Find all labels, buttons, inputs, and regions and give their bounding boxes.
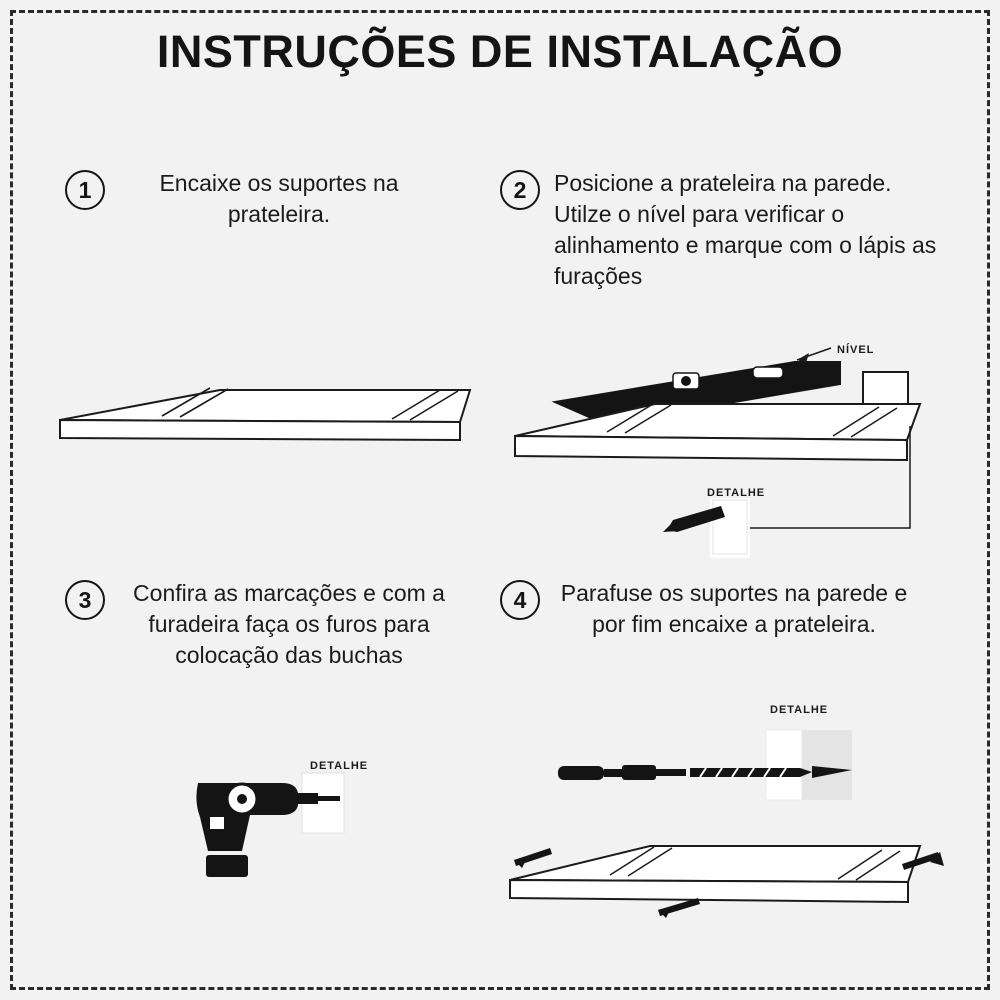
step-2-number: 2 [500,170,540,210]
step-4-number: 4 [500,580,540,620]
step-2-text: Posicione a prateleira na parede. Utilze o nível para verificar o alinhamento e marque com o lápis as furações [554,170,937,289]
step-1-number: 1 [65,170,105,210]
step-3-number: 3 [65,580,105,620]
step-2-label-detalhe: DETALHE [707,487,766,499]
step-3-header [65,578,485,671]
step-2-label-nivel: NÍVEL [837,344,875,356]
step-2 [500,168,970,292]
page-title: INSTRUÇÕES DE INSTALAÇÃO [156,26,844,77]
step-1-text: Encaixe os suportes na prateleira. [159,170,399,227]
step-4-label-detalhe: DETALHE [770,704,829,716]
step-2-header [500,168,970,292]
step-2-illustration [495,340,975,575]
step-4-header [500,578,940,640]
step-1-header [65,168,465,230]
step-4-text: Parafuse os suportes na parede e por fim encaixe a prateleira. [560,580,908,637]
step-3-text: Confira as marcações e com a furadeira faça os furos para colocação das buchas [133,580,445,668]
step-4-illustration [500,720,970,955]
step-4 [500,578,940,640]
step-3-illustration [190,755,440,920]
step-3 [65,578,485,671]
step-1 [65,168,465,230]
step-3-label-detalhe: DETALHE [310,760,369,772]
step-1-illustration [40,360,480,475]
